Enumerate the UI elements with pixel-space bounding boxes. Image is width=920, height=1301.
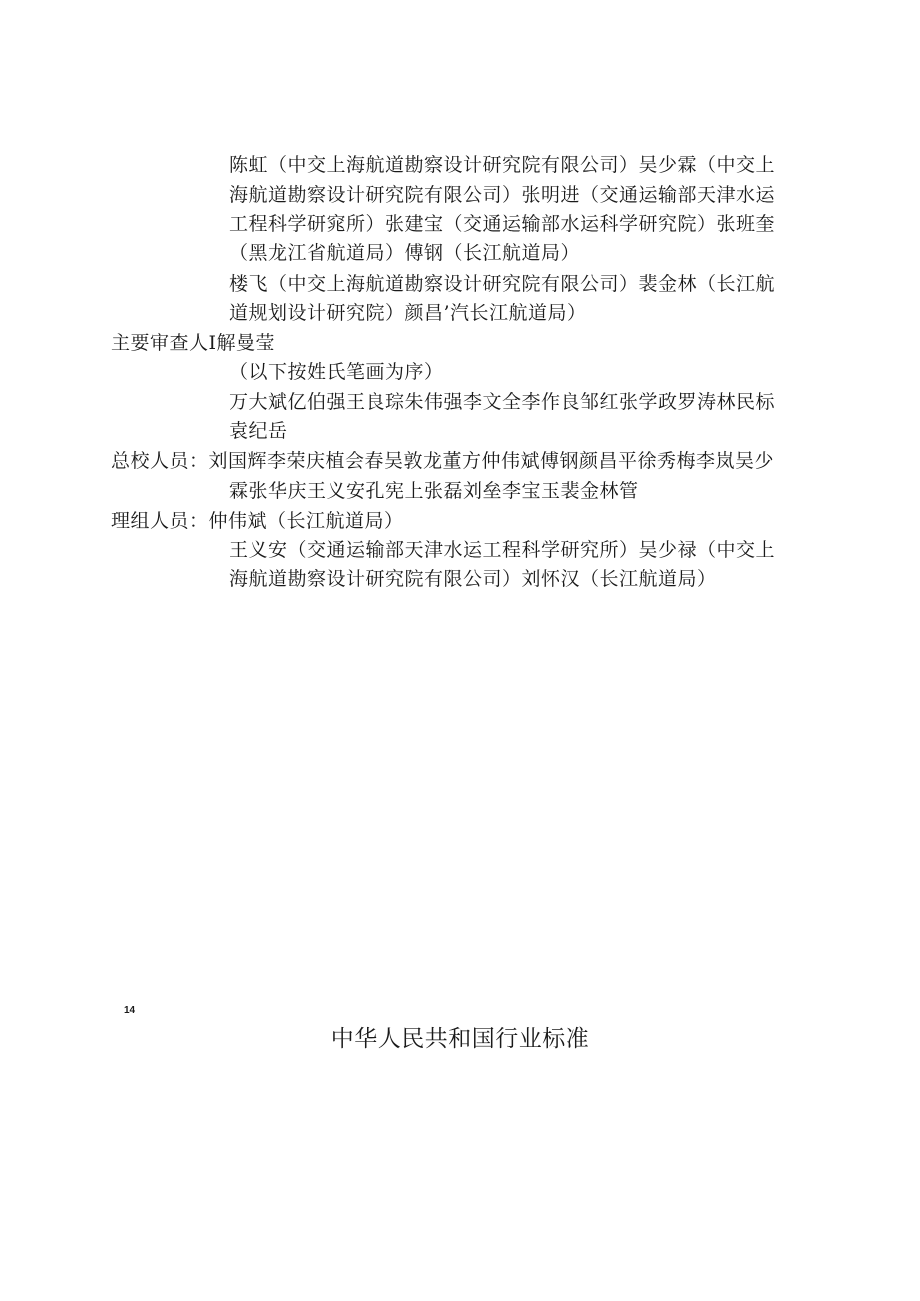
text-line-11: 总校人员：刘国辉李荣庆植会春吴敦龙董方仲伟斌傅钢颜昌平徐秀梅李岚吴少 <box>111 450 775 472</box>
text-line-5: 楼飞（中交上海航道勘察设计研究院有限公司）裴金林（长江航 <box>229 273 776 295</box>
text-line-4: （黑龙江省航道局）傅钢（长江航道局） <box>229 242 581 264</box>
text-line-14: 王义安（交通运输部天津水运工程科学研究所）吴少禄（中交上 <box>229 539 776 561</box>
footer-title: 中华人民共和国行业标准 <box>330 1026 590 1052</box>
text-line-12: 霖张华庆王义安孔宪上张磊刘垒李宝玉裴金林管 <box>229 480 639 502</box>
text-line-2: 海航道勘察设计研究院有限公司）张明进（交通运输部天津水运 <box>229 184 776 206</box>
text-line-13: 理组人员：仲伟斌（长江航道局） <box>111 510 404 532</box>
text-line-15: 海航道勘察设计研究院有限公司）刘怀汉（长江航道局） <box>229 568 717 590</box>
text-line-9: 万大斌亿伯强王良琮朱伟强李文全李作良邹红张学政罗涛林民标 <box>229 391 776 413</box>
page-number: 14 <box>124 1005 136 1016</box>
text-line-6: 道规划设计研究院）颜昌’汽长江航道局） <box>229 302 587 324</box>
text-line-3: 工程科学研窕所）张建宝（交通运输部水运科学研究院）张班奎 <box>229 213 776 235</box>
text-line-8: （以下按姓氏笔画为序） <box>229 361 444 383</box>
text-line-7: 主要审查人I解曼莹 <box>111 332 276 354</box>
text-line-1: 陈虹（中交上海航道勘察设计研究院有限公司）吴少霖（中交上 <box>229 154 776 176</box>
text-line-10: 袁纪岳 <box>229 420 288 442</box>
